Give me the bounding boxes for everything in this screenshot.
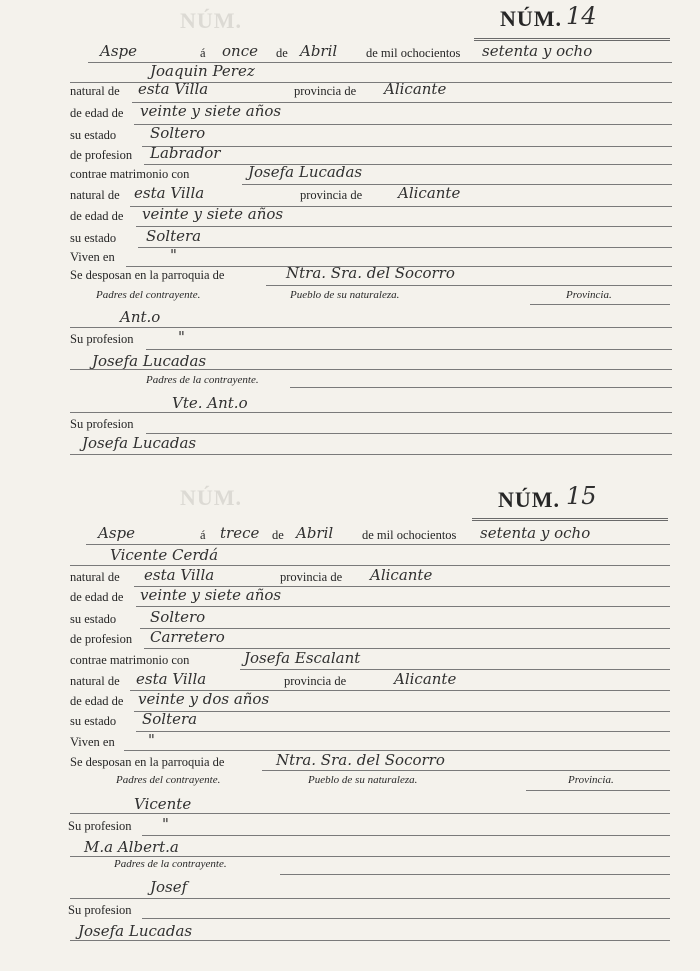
printed-viven: Viven en <box>70 735 115 749</box>
year: setenta y ocho <box>480 524 591 542</box>
caption-provincia: Provincia. <box>566 289 612 301</box>
day: once <box>222 42 258 60</box>
groom-state: Soltero <box>150 124 206 142</box>
printed-su-profesion: Su profesion <box>68 819 132 833</box>
bride-mother: Josefa Lucadas <box>78 922 193 940</box>
place: Aspe <box>100 42 138 60</box>
rule <box>138 247 672 248</box>
printed-viven: Viven en <box>70 250 115 264</box>
rule <box>142 146 672 147</box>
bride-state: Soltera <box>142 710 198 728</box>
printed-estado: su estado <box>70 128 117 142</box>
groom-province: Alicante <box>370 566 433 584</box>
month: Abril <box>300 42 338 60</box>
bride-natural: esta Villa <box>134 184 205 202</box>
rule <box>142 835 670 836</box>
residence: " <box>170 246 177 264</box>
printed-profesion: de profesion <box>70 148 133 162</box>
residence: " <box>148 731 155 749</box>
bride-age: veinte y siete años <box>142 205 284 223</box>
printed-contrae: contrae matrimonio con <box>70 167 190 181</box>
printed-su-profesion: Su profesion <box>70 332 134 346</box>
divider <box>474 38 670 41</box>
rule <box>86 544 670 545</box>
bride-father: Josef <box>150 878 188 896</box>
rule <box>134 711 670 712</box>
bleed-through-text: NÚM. <box>180 8 243 33</box>
printed-provincia: provincia de <box>300 188 363 202</box>
printed-mil: de mil ochocientos <box>362 528 457 542</box>
rule <box>70 940 670 941</box>
month: Abril <box>296 524 334 542</box>
printed-estado: su estado <box>70 231 117 245</box>
bleed-through-text: NÚM. <box>180 485 243 510</box>
printed-su-profesion: Su profesion <box>70 417 134 431</box>
rule <box>262 770 670 771</box>
record-number-label: NÚM. <box>500 6 563 31</box>
groom-father-profession: " <box>162 815 169 833</box>
rule <box>70 813 670 814</box>
groom-father: Ant.o <box>120 308 161 326</box>
printed-profesion: de profesion <box>70 632 133 646</box>
printed-edad: de edad de <box>70 694 124 708</box>
bride-father: Vte. Ant.o <box>172 394 248 412</box>
rule <box>280 874 670 875</box>
groom-natural: esta Villa <box>138 80 209 98</box>
groom-state: Soltero <box>150 608 206 626</box>
rule <box>70 454 672 455</box>
rule <box>136 606 670 607</box>
rule <box>70 412 672 413</box>
place: Aspe <box>98 524 136 542</box>
groom-profession: Carretero <box>150 628 225 646</box>
caption-padres-contrayente: Padres del contrayente. <box>116 774 221 786</box>
rule <box>70 856 670 857</box>
caption-pueblo: Pueblo de su naturaleza. <box>308 774 418 786</box>
divider <box>472 518 668 521</box>
groom-father-profession: " <box>178 328 185 346</box>
rule <box>136 731 670 732</box>
bride-mother: Josefa Lucadas <box>82 434 197 452</box>
rule <box>134 124 672 125</box>
groom-father: Vicente <box>134 795 192 813</box>
rule <box>526 790 670 791</box>
rule <box>142 918 670 919</box>
printed-desposan: Se desposan en la parroquia de <box>70 268 225 282</box>
rule <box>530 304 670 305</box>
bride-name: Josefa Lucadas <box>248 163 363 181</box>
bride-state: Soltera <box>146 227 202 245</box>
printed-edad: de edad de <box>70 209 124 223</box>
groom-age: veinte y siete años <box>140 586 282 604</box>
printed-desposan: Se desposan en la parroquia de <box>70 755 225 769</box>
parish: Ntra. Sra. del Socorro <box>276 751 445 769</box>
year: setenta y ocho <box>482 42 593 60</box>
bride-province: Alicante <box>398 184 461 202</box>
rule <box>146 349 672 350</box>
day: trece <box>220 524 260 542</box>
caption-padres-contrayenta: Padres de la contrayente. <box>146 374 259 386</box>
printed-edad: de edad de <box>70 106 124 120</box>
printed-estado: su estado <box>70 612 117 626</box>
groom-natural: esta Villa <box>144 566 215 584</box>
groom-province: Alicante <box>384 80 447 98</box>
bride-natural: esta Villa <box>136 670 207 688</box>
groom-age: veinte y siete años <box>140 102 282 120</box>
groom-profession: Labrador <box>150 144 221 162</box>
record-number: 14 <box>566 2 597 30</box>
printed-mil: de mil ochocientos <box>366 46 461 60</box>
rule <box>70 898 670 899</box>
rule <box>290 387 672 388</box>
rule <box>70 327 672 328</box>
caption-pueblo: Pueblo de su naturaleza. <box>290 289 400 301</box>
caption-provincia: Provincia. <box>568 774 614 786</box>
record-number: 15 <box>566 482 597 510</box>
caption-padres-contrayente: Padres del contrayente. <box>96 289 201 301</box>
caption-padres-contrayenta: Padres de la contrayente. <box>114 858 227 870</box>
printed-su-profesion: Su profesion <box>68 903 132 917</box>
printed-natural: natural de <box>70 674 120 688</box>
printed-provincia: provincia de <box>284 674 347 688</box>
printed-natural: natural de <box>70 84 120 98</box>
printed-provincia: provincia de <box>280 570 343 584</box>
rule <box>70 369 672 370</box>
printed-natural: natural de <box>70 188 120 202</box>
printed-a: á <box>200 528 206 542</box>
groom-mother: Josefa Lucadas <box>92 352 207 370</box>
bride-age: veinte y dos años <box>138 690 270 708</box>
printed-contrae: contrae matrimonio con <box>70 653 190 667</box>
printed-estado: su estado <box>70 714 117 728</box>
printed-natural: natural de <box>70 570 120 584</box>
printed-de: de <box>272 528 284 542</box>
rule <box>136 226 672 227</box>
parish: Ntra. Sra. del Socorro <box>286 264 455 282</box>
bride-name: Josefa Escalant <box>244 649 361 667</box>
printed-edad: de edad de <box>70 590 124 604</box>
printed-de: de <box>276 46 288 60</box>
groom-name: Vicente Cerdá <box>110 546 219 564</box>
record-number-label: NÚM. <box>498 487 561 512</box>
groom-name: Joaquin Perez <box>150 62 255 80</box>
bride-province: Alicante <box>394 670 457 688</box>
rule <box>266 285 672 286</box>
printed-a: á <box>200 46 206 60</box>
printed-provincia: provincia de <box>294 84 357 98</box>
rule <box>144 164 672 165</box>
rule <box>146 433 672 434</box>
groom-mother: M.a Albert.a <box>84 838 179 856</box>
rule <box>144 648 670 649</box>
